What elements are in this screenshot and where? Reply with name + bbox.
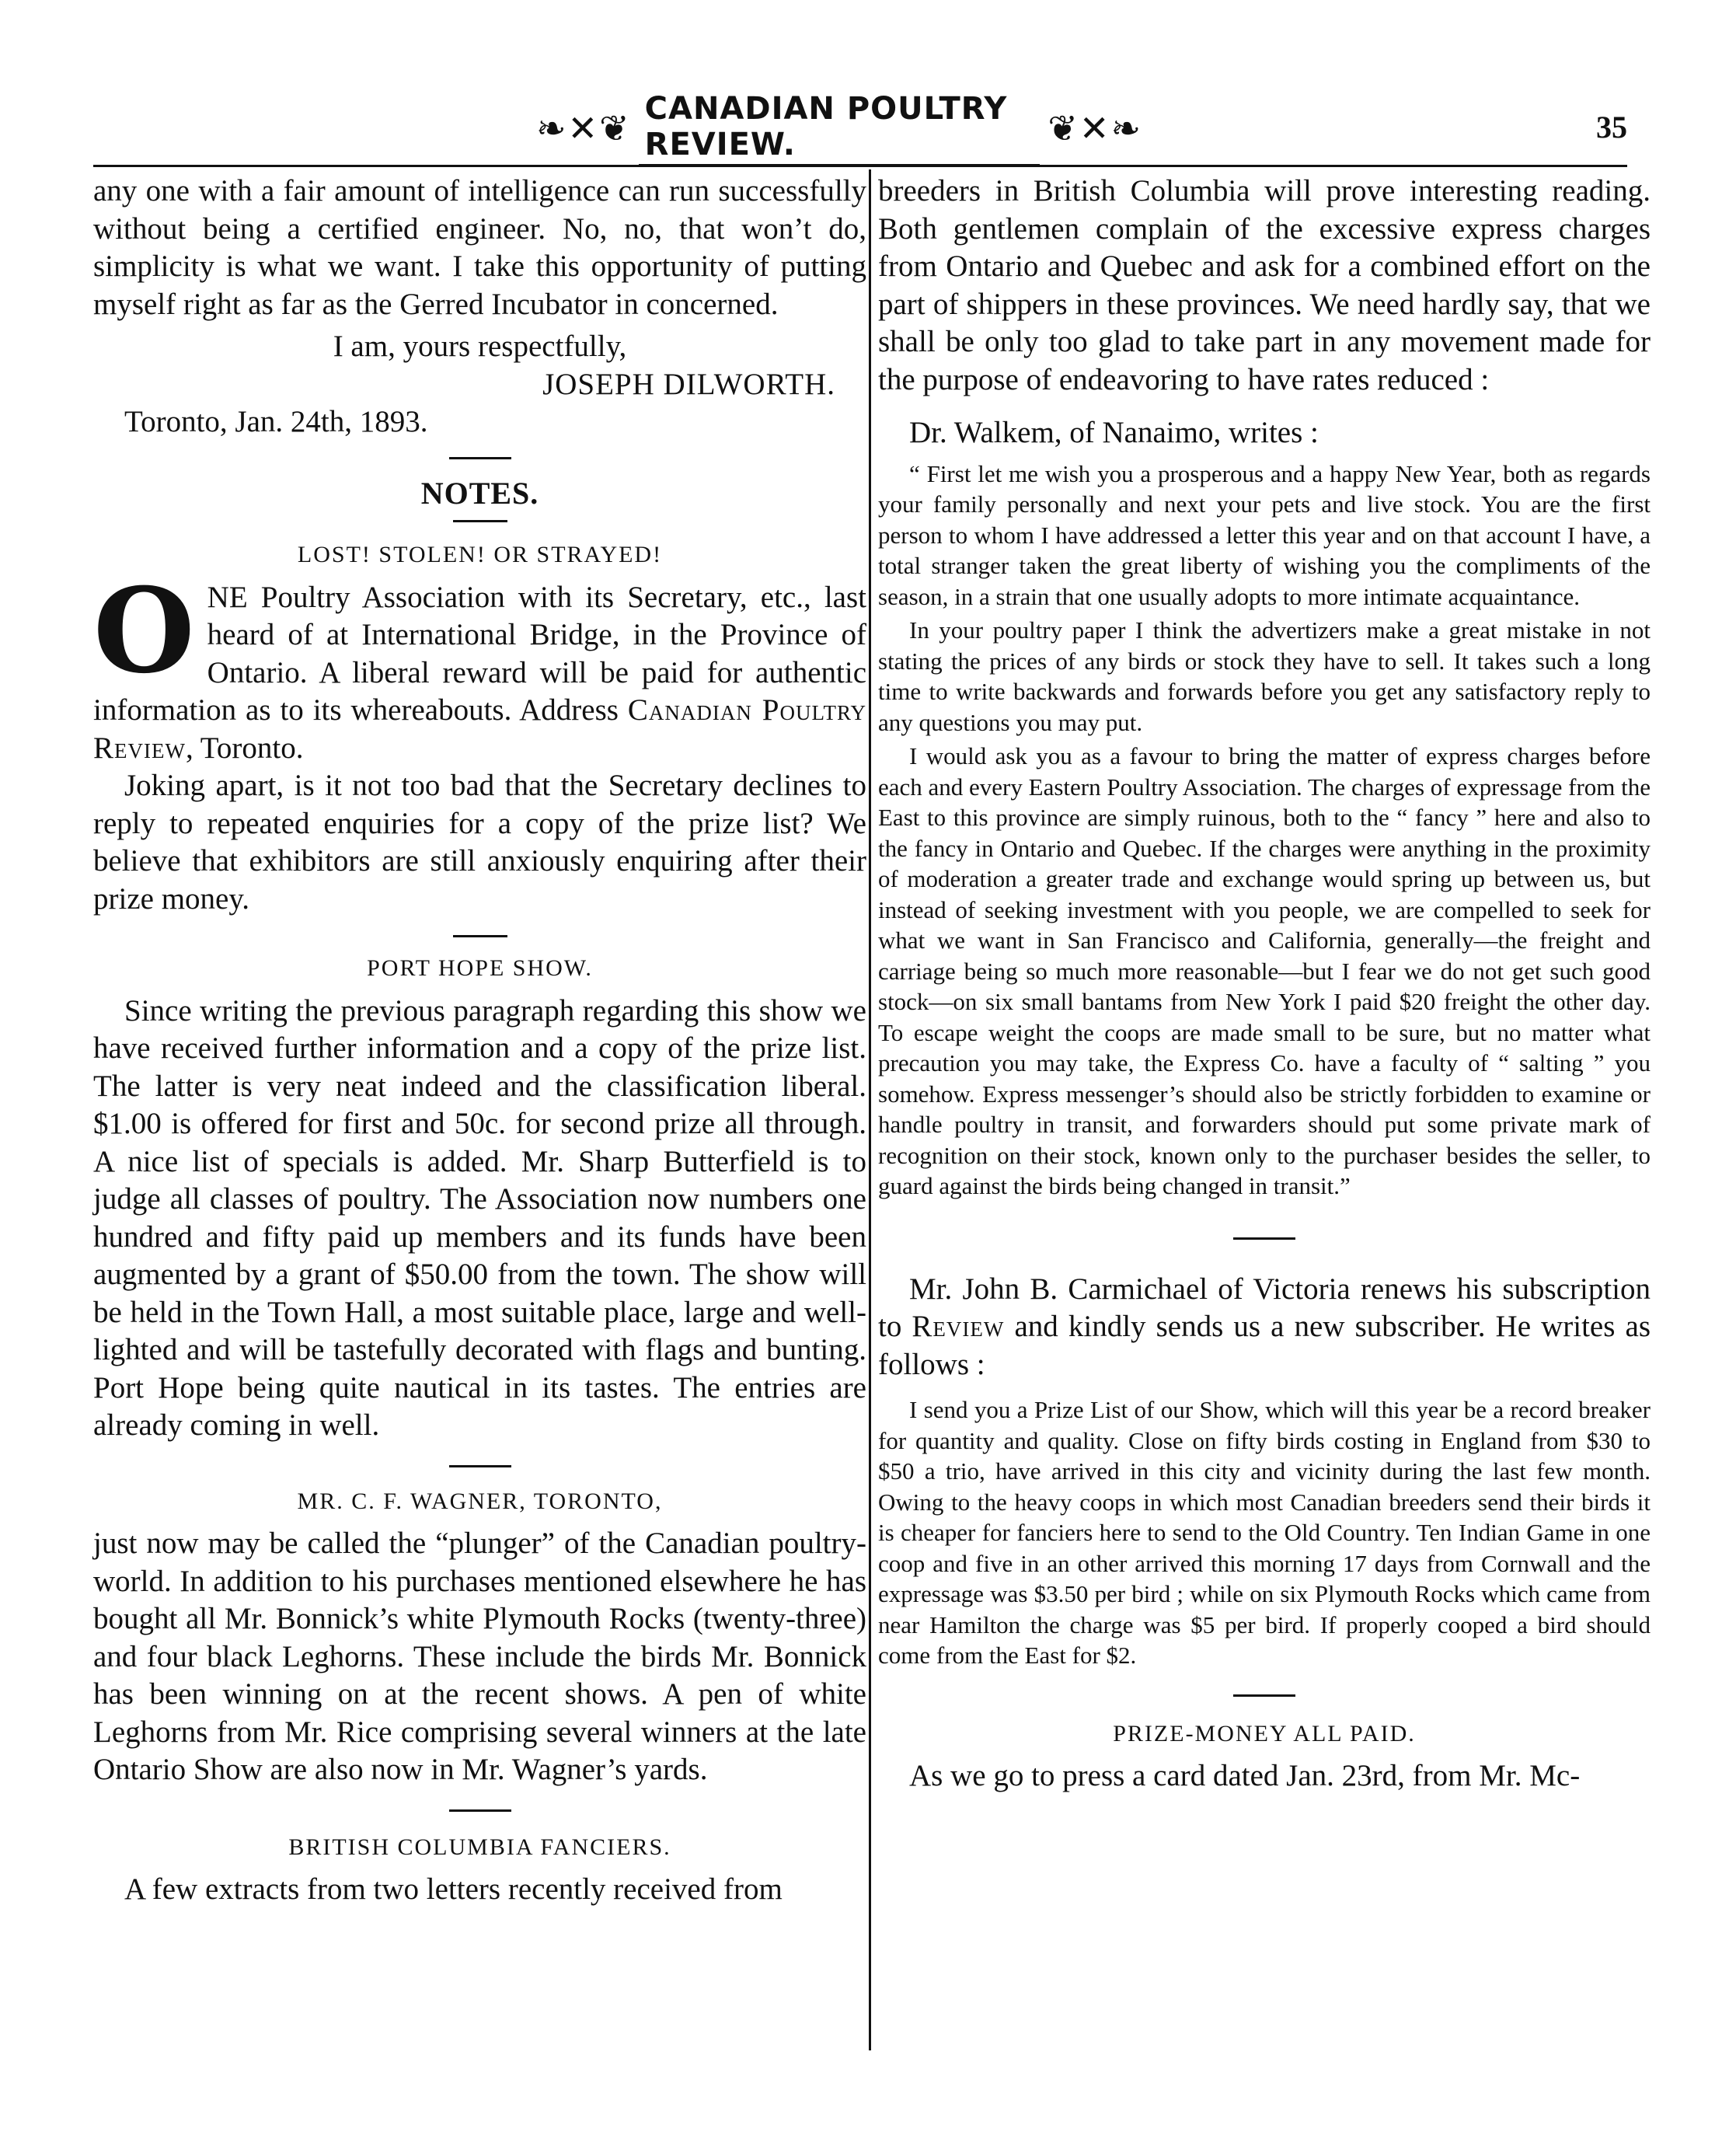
joking-paragraph: Joking apart, is it not too bad that the Secretary declines to reply to repeated enquiries for a copy of the prize list? We believe that exhibitors are still anxiously enquiring after their prize money.	[93, 769, 866, 916]
wagner-heading: MR. C. F. WAGNER, TORONTO,	[297, 1488, 663, 1514]
section-rule	[453, 520, 507, 522]
section-rule	[449, 1465, 511, 1467]
publication-name: Canadian Poultry Review	[93, 693, 866, 765]
letter-dateline: Toronto, Jan. 24th, 1893.	[124, 405, 428, 438]
walkem-intro: Dr. Walkem, of Nanaimo, writes :	[909, 416, 1319, 449]
ornament-right: ❦✕❧	[1048, 109, 1142, 148]
walkem-letter-p1: “ First let me wish you a prosperous and a happy New Year, both as regards your family personally and next your pets and live stock. You are the first person to whom I have addressed a letter this year and on that account I have, a total stranger taken the great liberty of wishing you the compliments of the season, in a strain that one usually adopts to more intimate acquaintance.	[878, 459, 1651, 610]
column-divider	[869, 169, 871, 2050]
port-hope-paragraph: Since writing the previous paragraph regarding this show we have received further information and a copy of the prize list. The latter is very neat indeed and the classification liberal. $1.00 is offered for first and 50c. for second prize all through. A nice list of specials is added. Mr. Sharp Butterfield is to judge all classes of poultry. The Association now numbers one hundred and fifty paid up members and its funds have been augmented by a grant of $50.00 from the town. The show will be held in the Town Hall, a most suitable place, large and well-lighted and will be tastefully decorated with flags and bunting. Port Hope being quite nautical in its tastes. The entries are already coming in well.	[93, 993, 866, 1442]
page-number: 35	[1596, 110, 1627, 145]
prize-money-heading: PRIZE-MONEY ALL PAID.	[1113, 1720, 1416, 1746]
bc-paragraph: A few extracts from two letters recently received from	[124, 1872, 783, 1906]
masthead	[536, 90, 1142, 163]
bc-continuation: breeders in British Columbia will prove interesting reading. Both gentlemen complain of the excessive express charges from Ontario and Quebec and ask for a combined effort on the part of shippers in these provinces. We need hardly say, that we shall be only too glad to take part in any movement made for the purpose of endeavoring to have rates reduced :	[878, 174, 1651, 396]
header-rule	[93, 165, 1627, 167]
lost-heading: LOST! STOLEN! OR STRAYED!	[297, 542, 663, 567]
wagner-paragraph: just now may be called the “plunger” of the Canadian poultry-world. In addition to his purchases mentioned elsewhere he has bought all Mr. Bonnick’s white Plymouth Rocks (twenty-three) and four black Leghorns. These include the birds Mr. Bonnick has been winning on at the recent shows. A pen of white Leghorns from Mr. Rice comprising several winners at the late Ontario Show are also now in Mr. Wagner’s yards.	[93, 1527, 866, 1786]
publication-title: CANADIAN POULTRY REVIEW.	[639, 91, 1041, 166]
carmichael-paragraph	[878, 1271, 1651, 1384]
walkem-letter-p2: In your poultry paper I think the advertizers make a great mistake in not stating the prices of any birds or stock they have to sell. It takes such a long time to write backwards and forwards before you get any satisfactory reply to any questions you may put.	[878, 616, 1651, 736]
section-rule	[453, 935, 507, 937]
section-rule	[449, 1809, 511, 1812]
letter-continuation: any one with a fair amount of intelligence can run successfully without being a certified engineer. No, no, that won’t do, simplicity is what we want. I take this opportunity of putting myself right as far as the Gerred Incubator in concerned.	[93, 174, 866, 321]
letter-closing: I am, yours respectfully,	[333, 330, 627, 363]
left-column	[93, 173, 866, 1909]
section-rule	[449, 457, 511, 459]
lost-text-end: , Toronto.	[185, 731, 304, 765]
walkem-letter	[878, 459, 1651, 1202]
lost-text: NE Poultry Association with its Secretary, etc., last heard of at International Bridge, in the Province of Ontario. A liberal reward will be paid for authentic information as to its whereabouts. Address	[93, 580, 866, 727]
review-name: Review	[912, 1310, 1005, 1343]
carmichael-text: Mr. John B. Carmichael of Victoria renews his subscription to	[878, 1272, 1651, 1343]
notes-heading: NOTES.	[420, 475, 539, 511]
section-rule	[1233, 1237, 1295, 1240]
prize-money-paragraph: As we go to press a card dated Jan. 23rd, from Mr. Mc-	[909, 1759, 1581, 1792]
bc-heading: BRITISH COLUMBIA FANCIERS.	[288, 1834, 671, 1860]
lost-paragraph	[93, 562, 866, 768]
walkem-letter-p3: I would ask you as a favour to bring the matter of express charges before each and every Eastern Poultry Association. The charges of expressage from the East to this province are simply ruinous, both to the “ fancy ” here and also to the fancy in Ontario and Quebec. If the charges were anything in the proximity of moderation a greater trade and exchange would spring up between us, but instead of seeking investment with you people, we are compelled to seek for what we want in San Francisco and California, generally—the freight and carriage being so much more reasonable—but I fear we do not get such good stock—on six small bantams from New York I paid $20 freight the other day. To escape weight the coops are made small to be sure, but no matter what precaution you may take, the Express Co. have a faculty of “ salting ” you somehow. Express messenger’s should also be strictly forbidden to examine or handle poultry in transit, and forwarders should put some private mark of recognition on their stock, known only to the purchaser besides the seller, to guard against the birds being changed in transit.”	[878, 742, 1651, 1199]
section-rule	[1233, 1694, 1295, 1697]
carmichael-text-end: and kindly sends us a new subscriber. He writes as follows :	[878, 1310, 1651, 1381]
right-column	[878, 173, 1651, 1795]
drop-cap: O	[93, 562, 195, 700]
ornament-left: ❧✕❦	[536, 109, 631, 148]
port-hope-heading: PORT HOPE SHOW.	[367, 955, 593, 981]
letter-signature: JOSEPH DILWORTH.	[542, 367, 835, 401]
carmichael-letter: I send you a Prize List of our Show, which will this year be a record breaker for quantity and quality. Close on fifty birds costing in England from $30 to $50 a trio, have arrived in this city and vicinity during the last few month. Owing to the heavy coops in which most Canadian breeders send their birds it is cheaper for fanciers here to send to the Old Country. Ten Indian Game in one coop and five in an other arrived this morning 17 days from Cornwall and the expressage was $3.50 per bird ; while on six Plymouth Rocks which came from near Hamilton the charge was $5 per bird. If properly cooped a bird should come from the East for $2.	[878, 1396, 1651, 1669]
